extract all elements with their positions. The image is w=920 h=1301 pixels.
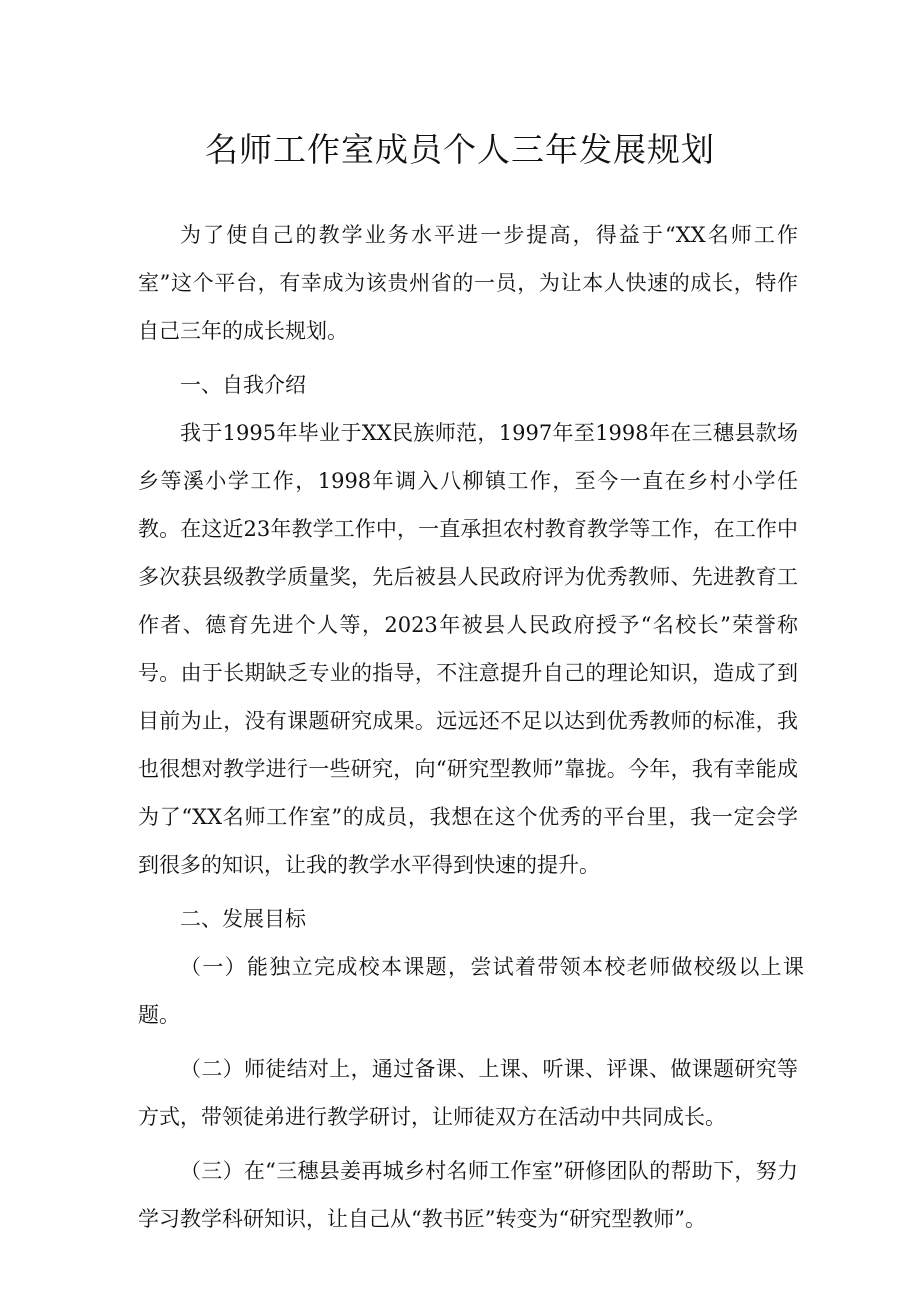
document-title: 名师工作室成员个人三年发展规划 bbox=[205, 130, 715, 169]
document-body bbox=[138, 211, 804, 1243]
goal-item-2: （二）师徒结对上，通过备课、上课、听课、评课、做课题研究等方式，带领徒弟进行教学研讨，让师徒双方在活动中共同成长。 bbox=[138, 1057, 798, 1129]
section-heading-self-introduction: 一、自我介绍 bbox=[180, 373, 306, 397]
self-introduction-paragraph: 我于1995年毕业于XX民族师范，1997年至1998年在三穗县款场乡等溪小学工作，1998年调入八柳镇工作，至今一直在乡村小学任教。在这近23年教学工作中，一直承担农村教育教学等工作，在工作中多次获县级教学质量奖，先后被县人民政府评为优秀教师、先进教育工作者、德育先进个人等，2023年被县人民政府授予“名校长”荣誉称号。由于长期缺乏专业的指导，不注意提升自己的理论知识，造成了到目前为止，没有课题研究成果。远远还不足以达到优秀教师的标准，我也很想对教学进行一些研究，向“研究型教师”靠拢。今年，我有幸能成为了“XX名师工作室”的成员，我想在这个优秀的平台里，我一定会学到很多的知识，让我的教学水平得到快速的提升。 bbox=[138, 421, 798, 877]
section-heading-development-goals: 二、发展目标 bbox=[180, 907, 306, 931]
intro-paragraph: 为了使自己的教学业务水平进一步提高，得益于“XX名师工作室”这个平台，有幸成为该贵州省的一员，为让本人快速的成长，特作自己三年的成长规划。 bbox=[138, 223, 798, 343]
goal-item-1: （一）能独立完成校本课题，尝试着带领本校老师做校级以上课题。 bbox=[138, 955, 804, 1027]
goal-item-3: （三）在“三穗县姜再城乡村名师工作室”研修团队的帮助下，努力学习教学科研知识，让自己从“教书匠”转变为“研究型教师”。 bbox=[138, 1159, 798, 1231]
